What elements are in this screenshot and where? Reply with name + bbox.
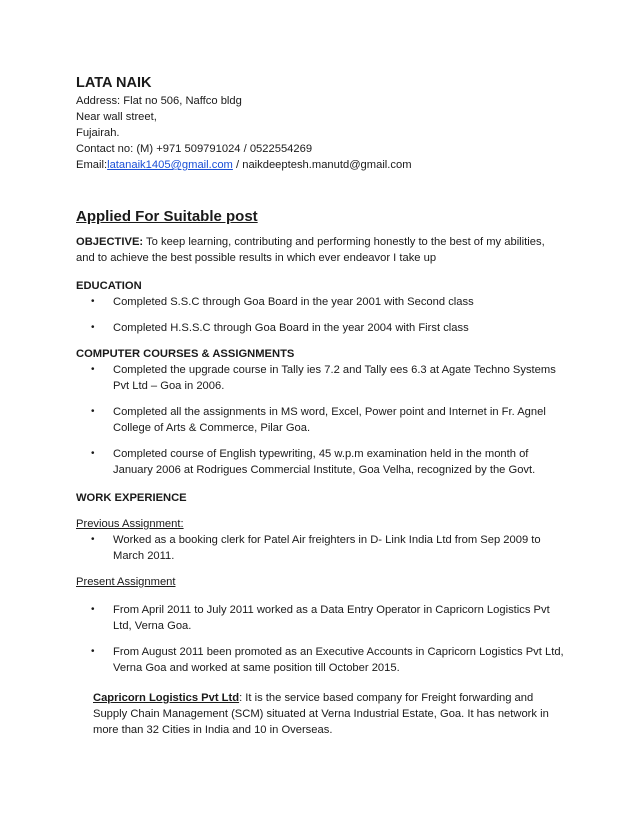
present-assignment-label: Present Assignment (76, 576, 176, 588)
company-colon: : (239, 692, 243, 704)
contact-number: Contact no: (M) +971 509791024 / 0522554269 (76, 143, 313, 155)
list-item: • Completed the upgrade course in Tally ies 7.2 and Tally ees 6.3 at Agate Techno Systems Pvt Ltd – Goa in 2006. (76, 362, 566, 394)
address-line-3: Fujairah. (76, 127, 120, 139)
list-item: • From August 2011 been promoted as an Executive Accounts in Capricorn Logistics Pvt Ltd, Verna Goa and worked at same position till October 2015. (76, 644, 566, 676)
company-name: Capricorn Logistics Pvt Ltd (93, 692, 240, 704)
list-item: • Completed H.S.S.C through Goa Board in the year 2004 with First class (76, 320, 566, 336)
present-assignment-list (76, 602, 566, 676)
list-item: • Worked as a booking clerk for Patel Air freighters in D- Link India Ltd from Sep 2009 to March 2011. (76, 532, 566, 564)
address-line-2: Near wall street, (76, 111, 157, 123)
objective-label: OBJECTIVE: (76, 236, 144, 248)
company-description (93, 690, 566, 738)
candidate-name: LATA NAIK (76, 75, 152, 91)
email-secondary: naikdeeptesh.manutd@gmail.com (242, 159, 412, 171)
email-link-primary[interactable]: latanaik1405@gmail.com (107, 159, 233, 171)
email-label: Email: (76, 159, 108, 171)
previous-assignment-list (76, 532, 566, 564)
email-line (76, 157, 566, 173)
email-separator: / (232, 159, 243, 171)
education-heading: EDUCATION (76, 280, 142, 292)
company-text: It is the service based company for Freight forwarding and Supply Chain Management (SCM) situated at Verna Industrial Estate, Goa. It has network in more than 32 Cities in India and 10 in Overseas. (93, 692, 549, 736)
list-item: • From April 2011 to July 2011 worked as a Data Entry Operator in Capricorn Logistics Pvt Ltd, Verna Goa. (76, 602, 566, 634)
address-line-1: Address: Flat no 506, Naffco bldg (76, 95, 242, 107)
objective-paragraph (76, 234, 566, 266)
list-item: • Completed all the assignments in MS word, Excel, Power point and Internet in Fr. Agnel College of Arts & Commerce, Pilar Goa. (76, 404, 566, 436)
applied-for-heading: Applied For Suitable post (76, 208, 258, 225)
work-experience-heading: WORK EXPERIENCE (76, 492, 187, 504)
list-item: • Completed S.S.C through Goa Board in the year 2001 with Second class (76, 294, 566, 310)
previous-assignment-label: Previous Assignment: (76, 518, 184, 530)
computer-courses-heading: COMPUTER COURSES & ASSIGNMENTS (76, 348, 295, 360)
resume-page (76, 74, 566, 738)
list-item: • Completed course of English typewriting, 45 w.p.m examination held in the month of January 2006 at Rodrigues Commercial Institute, Goa Velha, recognized by the Govt. (76, 446, 566, 478)
objective-text: To keep learning, contributing and performing honestly to the best of my abilities, and to achieve the best possible results in which ever endeavor I take up (76, 236, 545, 264)
computer-courses-list (76, 362, 566, 478)
education-list (76, 294, 566, 336)
